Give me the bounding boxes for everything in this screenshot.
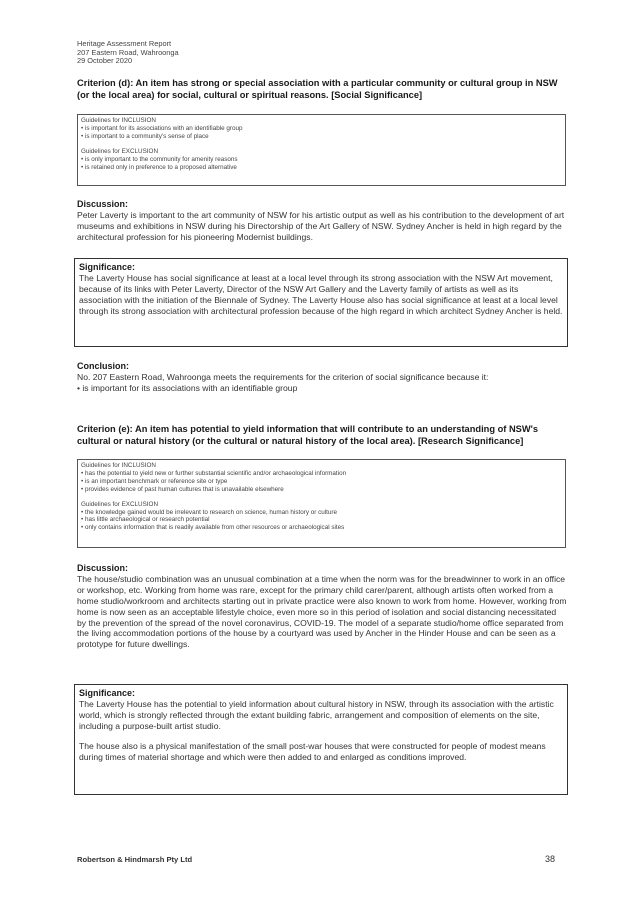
criterion-d-significance-box	[74, 258, 568, 347]
inclusion-item: • provides evidence of past human cultures that is unavailable elsewhere	[81, 485, 284, 493]
exclusion-item: • is retained only in preference to a proposed alternative	[81, 163, 237, 171]
significance-heading: Significance:	[79, 262, 136, 272]
significance-text: The Laverty House has the potential to yield information about cultural history in NSW, through its association with the artistic world, which is strongly reflected through the extant building fabric, arrangement and composition of elements on the site, including a purpose-built artist studio.	[79, 698, 554, 731]
conclusion-text: No. 207 Eastern Road, Wahroonga meets the requirements for the criterion of social significance because it:	[77, 371, 489, 382]
criterion-e-discussion	[77, 563, 567, 650]
conclusion-heading: Conclusion:	[77, 361, 129, 371]
inclusion-heading: Guidelines for INCLUSION	[81, 462, 156, 469]
discussion-heading: Discussion:	[77, 563, 129, 573]
exclusion-heading: Guidelines for EXCLUSION	[81, 500, 158, 508]
report-header	[77, 40, 179, 66]
inclusion-item: • has the potential to yield new or further substantial scientific and/or archaeological information	[81, 469, 347, 477]
inclusion-item: • is important for its associations with an identifiable group	[81, 124, 243, 132]
inclusion-item: • is an important benchmark or reference site or type	[81, 477, 228, 485]
criterion-d-conclusion	[77, 361, 567, 394]
exclusion-item: • has little archaeological or research potential	[81, 516, 210, 524]
criterion-d-discussion	[77, 199, 567, 243]
discussion-heading: Discussion:	[77, 199, 129, 209]
criterion-e-title: Criterion (e): An item has potential to yield information that will contribute to an understanding of NSW's cultural or natural history (or the cultural or natural history of the local area). [Research Significance]	[77, 424, 539, 446]
exclusion-heading: Guidelines for EXCLUSION	[81, 147, 158, 155]
criterion-d-guidelines-box	[77, 114, 566, 186]
footer-company: Robertson & Hindmarsh Pty Ltd	[77, 855, 193, 864]
report-date: 29 October 2020	[77, 56, 133, 66]
criterion-d-title: Criterion (d): An item has strong or special association with a particular community or cultural group in NSW (or the local area) for social, cultural or spiritual reasons. [Social Significance]	[77, 78, 558, 100]
footer-page-number: 38	[545, 854, 556, 864]
report-address: 207 Eastern Road, Wahroonga	[77, 47, 179, 57]
discussion-text: Peter Laverty is important to the art community of NSW for his artistic output as well as his contribution to the development of art museums and exhibitions in NSW during his Directorship of the Art Gallery of NSW. Sydney Ancher is held in high regard by the architectural profession for his pioneering Modernist buildings.	[77, 209, 565, 242]
exclusion-item: • the knowledge gained would be irrelevant to research on science, human history or culture	[81, 508, 337, 516]
criterion-e-significance-box	[74, 684, 568, 795]
inclusion-heading: Guidelines for INCLUSION	[81, 117, 156, 124]
exclusion-item: • only contains information that is readily available from other resources or archaeological sites	[81, 524, 345, 532]
significance-text: The house also is a physical manifestation of the small post-war houses that were constructed for people of modest means during times of material shortage and which were then added to and enlarged as conditions improved.	[79, 740, 546, 762]
report-title: Heritage Assessment Report	[77, 39, 172, 48]
criterion-e-guidelines-box	[77, 459, 566, 548]
discussion-text: The house/studio combination was an unusual combination at a time when the norm was for the breadwinner to work in an office or workshop, etc. Working from home was rare, except for the primary child carer/parent, although artists often worked from a home studio/workroom and architects starting out in private practice were also known to work from home. However, working from home is now seen as an acceptable lifestyle choice, even more so in this period of isolation and social distancing necessitated by the prevention of the spread of the novel coronavirus, COVID-19. The model of a separate studio/home office separated from the living accommodation portions of the house by a courtyard was used by Ancher in the Hinder House and can be seen as a prototype for future dwellings.	[77, 573, 567, 650]
exclusion-item: • is only important to the community for amenity reasons	[81, 155, 238, 163]
significance-text: The Laverty House has social significance at least at a local level through its strong association with the NSW Art movement, because of its links with Peter Laverty, Director of the NSW Art Gallery and the Laverty family of artists as well as its association with the initiation of the Biennale of Sydney. The Laverty House also has social significance at least at a local level through its strong association with architectural profession because of the high regard in which architect Sydney Ancher is held.	[79, 272, 563, 316]
conclusion-bullet: • is important for its associations with an identifiable group	[77, 382, 298, 393]
inclusion-item: • is important to a community's sense of place	[81, 132, 209, 140]
significance-heading: Significance:	[79, 688, 136, 698]
